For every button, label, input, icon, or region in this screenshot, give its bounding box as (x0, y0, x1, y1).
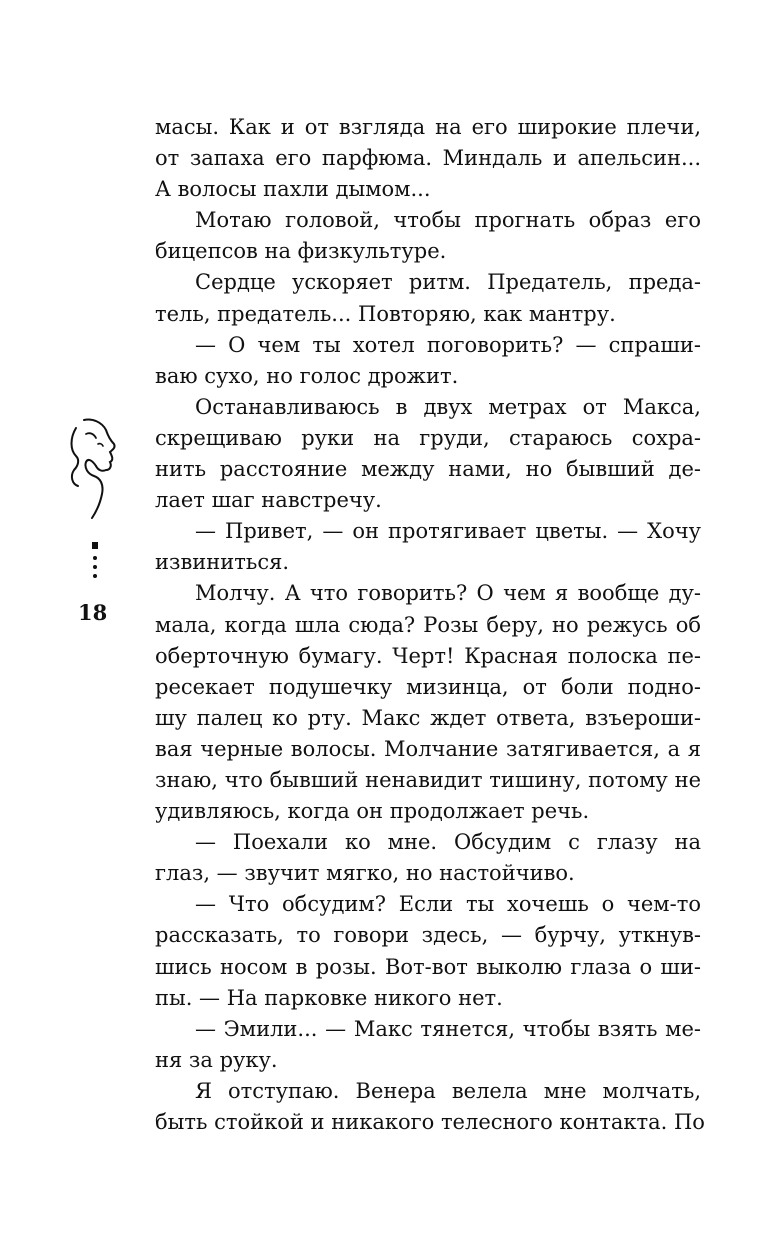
text-line: ваю сухо, но голос дрожит. (155, 363, 459, 388)
dotted-divider-icon (88, 540, 102, 590)
text-line: извиниться. (155, 550, 289, 575)
page-number: 18 (78, 600, 108, 625)
text-line: тель, предатель... Повторяю, как мантру. (155, 301, 616, 326)
text-line: бицепсов на физкультуре. (155, 239, 447, 264)
text-line: А волосы пахли дымом... (155, 177, 431, 202)
text-line: — Что обсудим? Если ты хочешь о чем-то (195, 892, 701, 917)
text-line: удивляюсь, когда он продолжает речь. (155, 799, 590, 824)
text-line: — Поехали ко мне. Обсудим с глазу на (195, 830, 701, 855)
text-line: от запаха его парфюма. Миндаль и апельсин... (155, 146, 701, 171)
text-line: масы. Как и от взгляда на его широкие плечи, (155, 115, 701, 139)
text-line: ресекает подушечку мизинца, от боли подно- (155, 674, 701, 699)
text-line: лает шаг навстречу. (155, 488, 382, 513)
text-line: рассказать, то говори здесь, — бурчу, уткнув- (155, 923, 701, 948)
text-line: быть стойкой и никакого телесного контакта. По (155, 1110, 705, 1134)
text-line: шись носом в розы. Вот-вот выколю глаза о ши- (155, 954, 701, 979)
text-line: вая черные волосы. Молчание затягивается, а я (155, 736, 701, 761)
text-line: ня за руку. (155, 1047, 278, 1072)
face-profile-icon (62, 410, 132, 520)
text-line: — Привет, — он протягивает цветы. — Хочу (195, 519, 701, 544)
text-line: знаю, что бывший ненавидит тишину, потому не (155, 767, 701, 792)
text-line: мала, когда шла сюда? Розы беру, но режусь об (155, 612, 701, 637)
text-line: скрещиваю руки на груди, стараюсь сохра- (155, 425, 701, 450)
text-line: оберточную бумагу. Черт! Красная полоска пе- (155, 643, 701, 668)
body-text (155, 112, 705, 1138)
text-line: Сердце ускоряет ритм. Предатель, преда- (195, 270, 701, 295)
text-line: шу палец ко рту. Макс ждет ответа, взъероши- (155, 705, 701, 730)
text-line: пы. — На парковке никого нет. (155, 985, 503, 1010)
text-line: Молчу. А что говорить? О чем я вообще ду- (195, 581, 701, 606)
text-line: глаз, — звучит мягко, но настойчиво. (155, 861, 575, 886)
text-line: Я отступаю. Венера велела мне молчать, (195, 1078, 701, 1103)
text-line: Останавливаюсь в двух метрах от Макса, (195, 394, 701, 419)
text-line: — Эмили... — Макс тянется, чтобы взять ме- (195, 1016, 701, 1041)
text-line: — О чем ты хотел поговорить? — спраши- (195, 332, 701, 357)
text-line: Мотаю головой, чтобы прогнать образ его (195, 208, 701, 233)
text-line: нить расстояние между нами, но бывший де- (155, 457, 701, 482)
